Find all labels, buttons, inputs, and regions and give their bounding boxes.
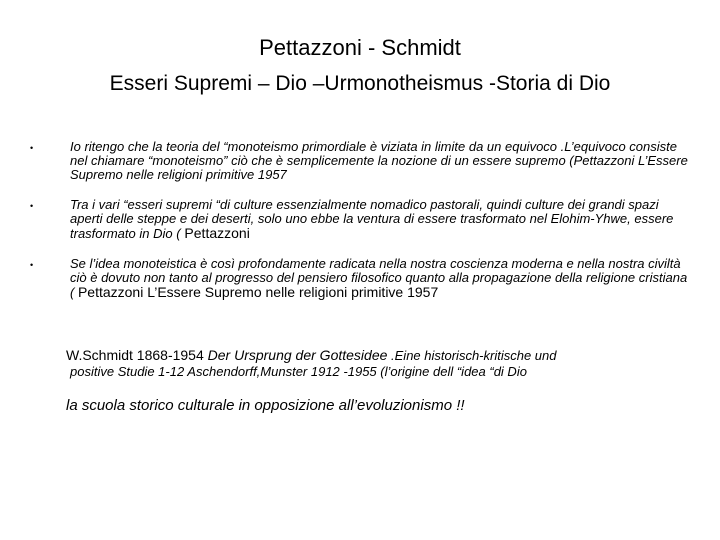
bullet-text: Tra i vari “esseri supremi “di culture essenzialmente nomadico pastorali, quindi culture dei grandi spazi aperti delle steppe e dei deserti, solo uno ebbe la ventura di essere trasformato nel Elohim-Yhwe, essere trasformato in Dio (: [70, 197, 674, 241]
schmidt-book-subtitle: .Eine historisch-kritische und: [387, 348, 557, 363]
bullet-marker: •: [30, 201, 34, 211]
schmidt-citation: [66, 347, 706, 380]
bullet-text: Se l’idea monoteistica è così profondamente radicata nella nostra coscienza moderna e nella nostra civiltà ciò è dovuto non tanto al progresso del pensiero filosofico quanto alla propagazione della religione cristiana (: [70, 256, 688, 300]
slide-subtitle: Esseri Supremi – Dio –Urmonotheismus -Storia di Dio: [109, 72, 611, 95]
bullet-reference: Pettazzoni L’Essere Supremo nelle religioni primitive 1957: [77, 284, 439, 300]
schmidt-line-1: [66, 347, 706, 364]
slide-title: Pettazzoni - Schmidt: [259, 35, 461, 60]
closing-statement: la scuola storico culturale in opposizione all’evoluzionismo !!: [66, 397, 465, 414]
schmidt-line-2: positive Studie 1-12 Aschendorff,Munster 1912 -1955 (l’origine dell “idea “di Dio: [70, 364, 527, 379]
bullet-item: [30, 140, 690, 182]
bullet-marker: •: [30, 260, 34, 270]
bullet-reference: Pettazzoni: [180, 225, 250, 241]
schmidt-author: W.Schmidt 1868-1954: [66, 347, 208, 363]
bullet-list: [30, 140, 690, 316]
bullet-marker: •: [30, 143, 34, 153]
schmidt-book-title: Der Ursprung der Gottesidee: [207, 347, 388, 363]
bullet-item: [30, 198, 690, 241]
bullet-item: [30, 257, 690, 300]
bullet-text: Io ritengo che la teoria del “monoteismo primordiale è viziata in limite da un equivoco .L’equivoco consiste nel chiamare “monoteismo” ciò che è semplicemente la nozione di un essere supremo (Pettazzoni L’Essere Supremo nelle religioni primitive 1957: [70, 139, 688, 182]
